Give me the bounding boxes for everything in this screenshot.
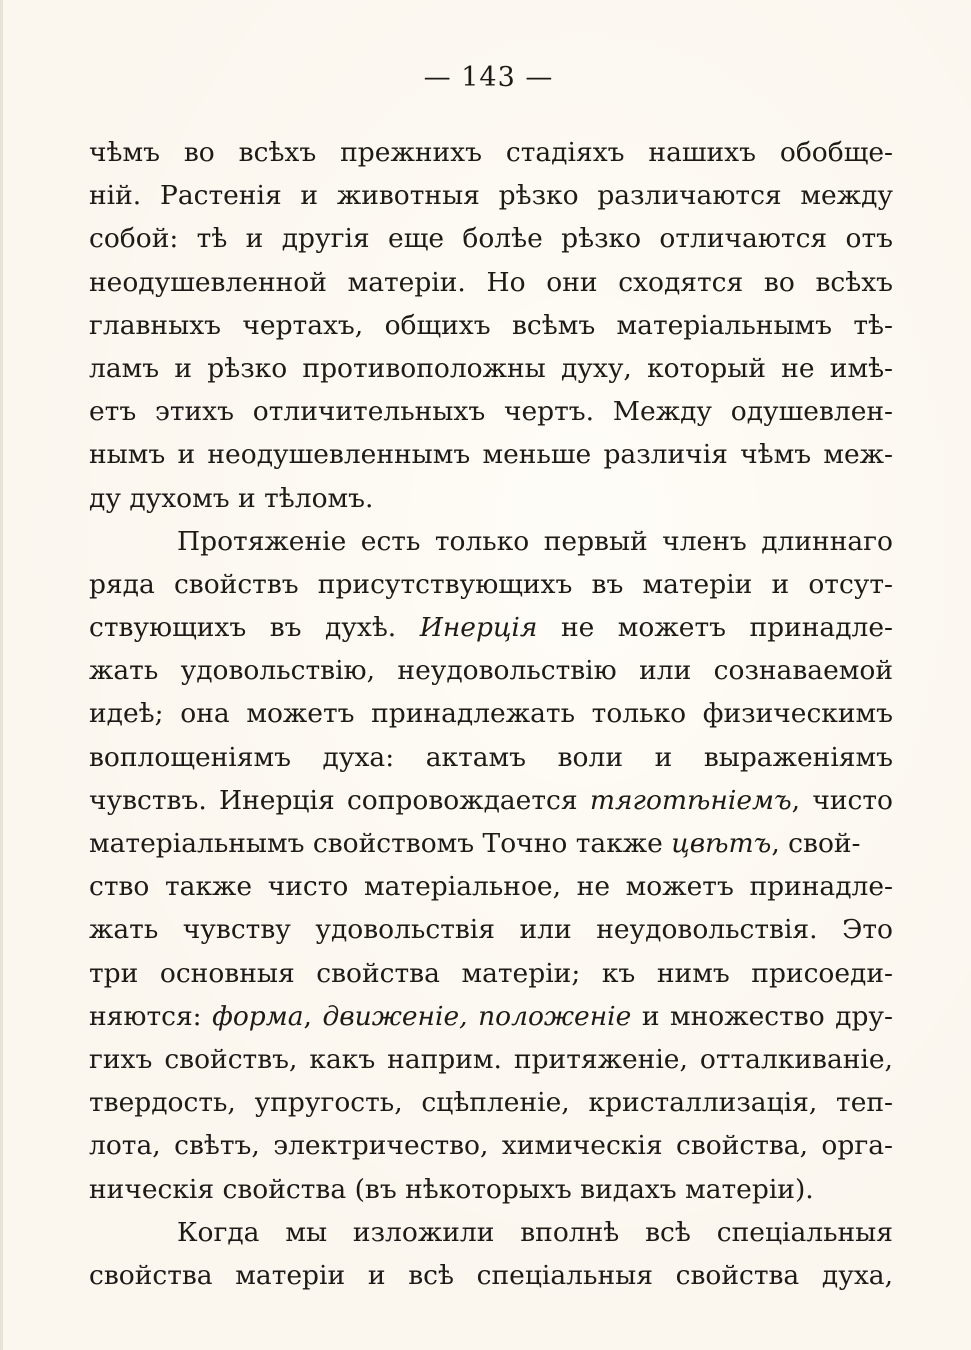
text-span: , чисто <box>791 784 893 816</box>
body-text <box>89 131 893 1297</box>
text-line-2: ній. Растенія и животныя рѣзко различаются между <box>89 180 893 212</box>
text-span: не можетъ принадле- <box>537 612 893 644</box>
page-number: — 143 — <box>423 62 554 93</box>
text-span: и множество дру- <box>631 1000 893 1032</box>
text-span: матеріальнымъ свойствомъ Точно также <box>89 828 672 859</box>
italic-term: цвѣтъ <box>671 828 772 859</box>
text-line-1: чѣмъ во всѣхъ прежнихъ стадіяхъ нашихъ обобще- <box>89 137 893 168</box>
italic-term: тяготѣніемъ <box>589 784 792 816</box>
text-line-23: твердость, упругость, сцѣпленіе, кристаллизація, теп- <box>89 1087 893 1119</box>
text-line-4: неодушевленной матеріи. Но они сходятся во всѣхъ <box>89 266 893 298</box>
text-line-19: жать чувству удовольствія или неудовольствія. Это <box>89 914 893 946</box>
text-line-22: гихъ свойствъ, какъ наприм. притяженіе, отталкиваніе, <box>89 1043 893 1075</box>
text-span: , свой- <box>771 828 861 859</box>
text-line-8: нымъ и неодушевленнымъ меньше различія чѣмъ меж- <box>89 439 893 471</box>
text-span: чувствъ. Инерція сопровождается <box>89 784 590 816</box>
text-line-9: ду духомъ и тѣломъ. <box>89 482 374 514</box>
text-line-24: лота, свѣтъ, электричество, химическія свойства, орга- <box>89 1130 893 1162</box>
text-line-5: главныхъ чертахъ, общихъ всѣмъ матеріальнымъ тѣ- <box>89 309 893 341</box>
text-line-7: етъ этихъ отличительныхъ чертъ. Между одушевлен- <box>89 396 893 428</box>
text-line-14: идеѣ; она можетъ принадлежать только физическимъ <box>89 698 893 730</box>
text-span: ствующихъ въ духѣ. <box>89 612 420 644</box>
italic-term: движеніе, положеніе <box>322 1000 632 1032</box>
text-line-27: свойства матеріи и всѣ спеціальныя свойства духа, <box>89 1259 893 1291</box>
italic-term: Инерція <box>419 612 538 644</box>
text-line-11: ряда свойствъ присутствующихъ въ матеріи и отсут- <box>89 568 893 600</box>
text-span: , <box>303 1000 323 1032</box>
text-line-10: Протяженіе есть только первый членъ длиннаго <box>177 525 893 557</box>
text-line-16 <box>89 779 893 822</box>
text-line-12 <box>89 606 893 649</box>
text-line-26: Когда мы изложили вполнѣ всѣ спеціальныя <box>177 1216 893 1248</box>
text-line-15: воплощеніямъ духа: актамъ воли и выраженіямъ <box>89 741 893 773</box>
text-line-3: собой: тѣ и другія еще болѣе рѣзко отличаются отъ <box>89 223 893 255</box>
text-line-20: три основныя свойства матеріи; къ нимъ присоеди- <box>89 957 893 989</box>
text-line-13: жать удовольствію, неудовольствію или сознаваемой <box>89 655 893 687</box>
text-line-17 <box>89 822 893 865</box>
text-line-6: ламъ и рѣзко противоположны духу, который не имѣ- <box>89 352 893 384</box>
text-line-18: ство также чисто матеріальное, не можетъ принадле- <box>89 871 893 903</box>
italic-term: форма <box>212 1000 304 1032</box>
text-line-25: ническія свойства (въ нѣкоторыхъ видахъ матеріи). <box>89 1173 814 1205</box>
text-span: няются: <box>89 1000 213 1032</box>
text-line-21 <box>89 995 893 1038</box>
